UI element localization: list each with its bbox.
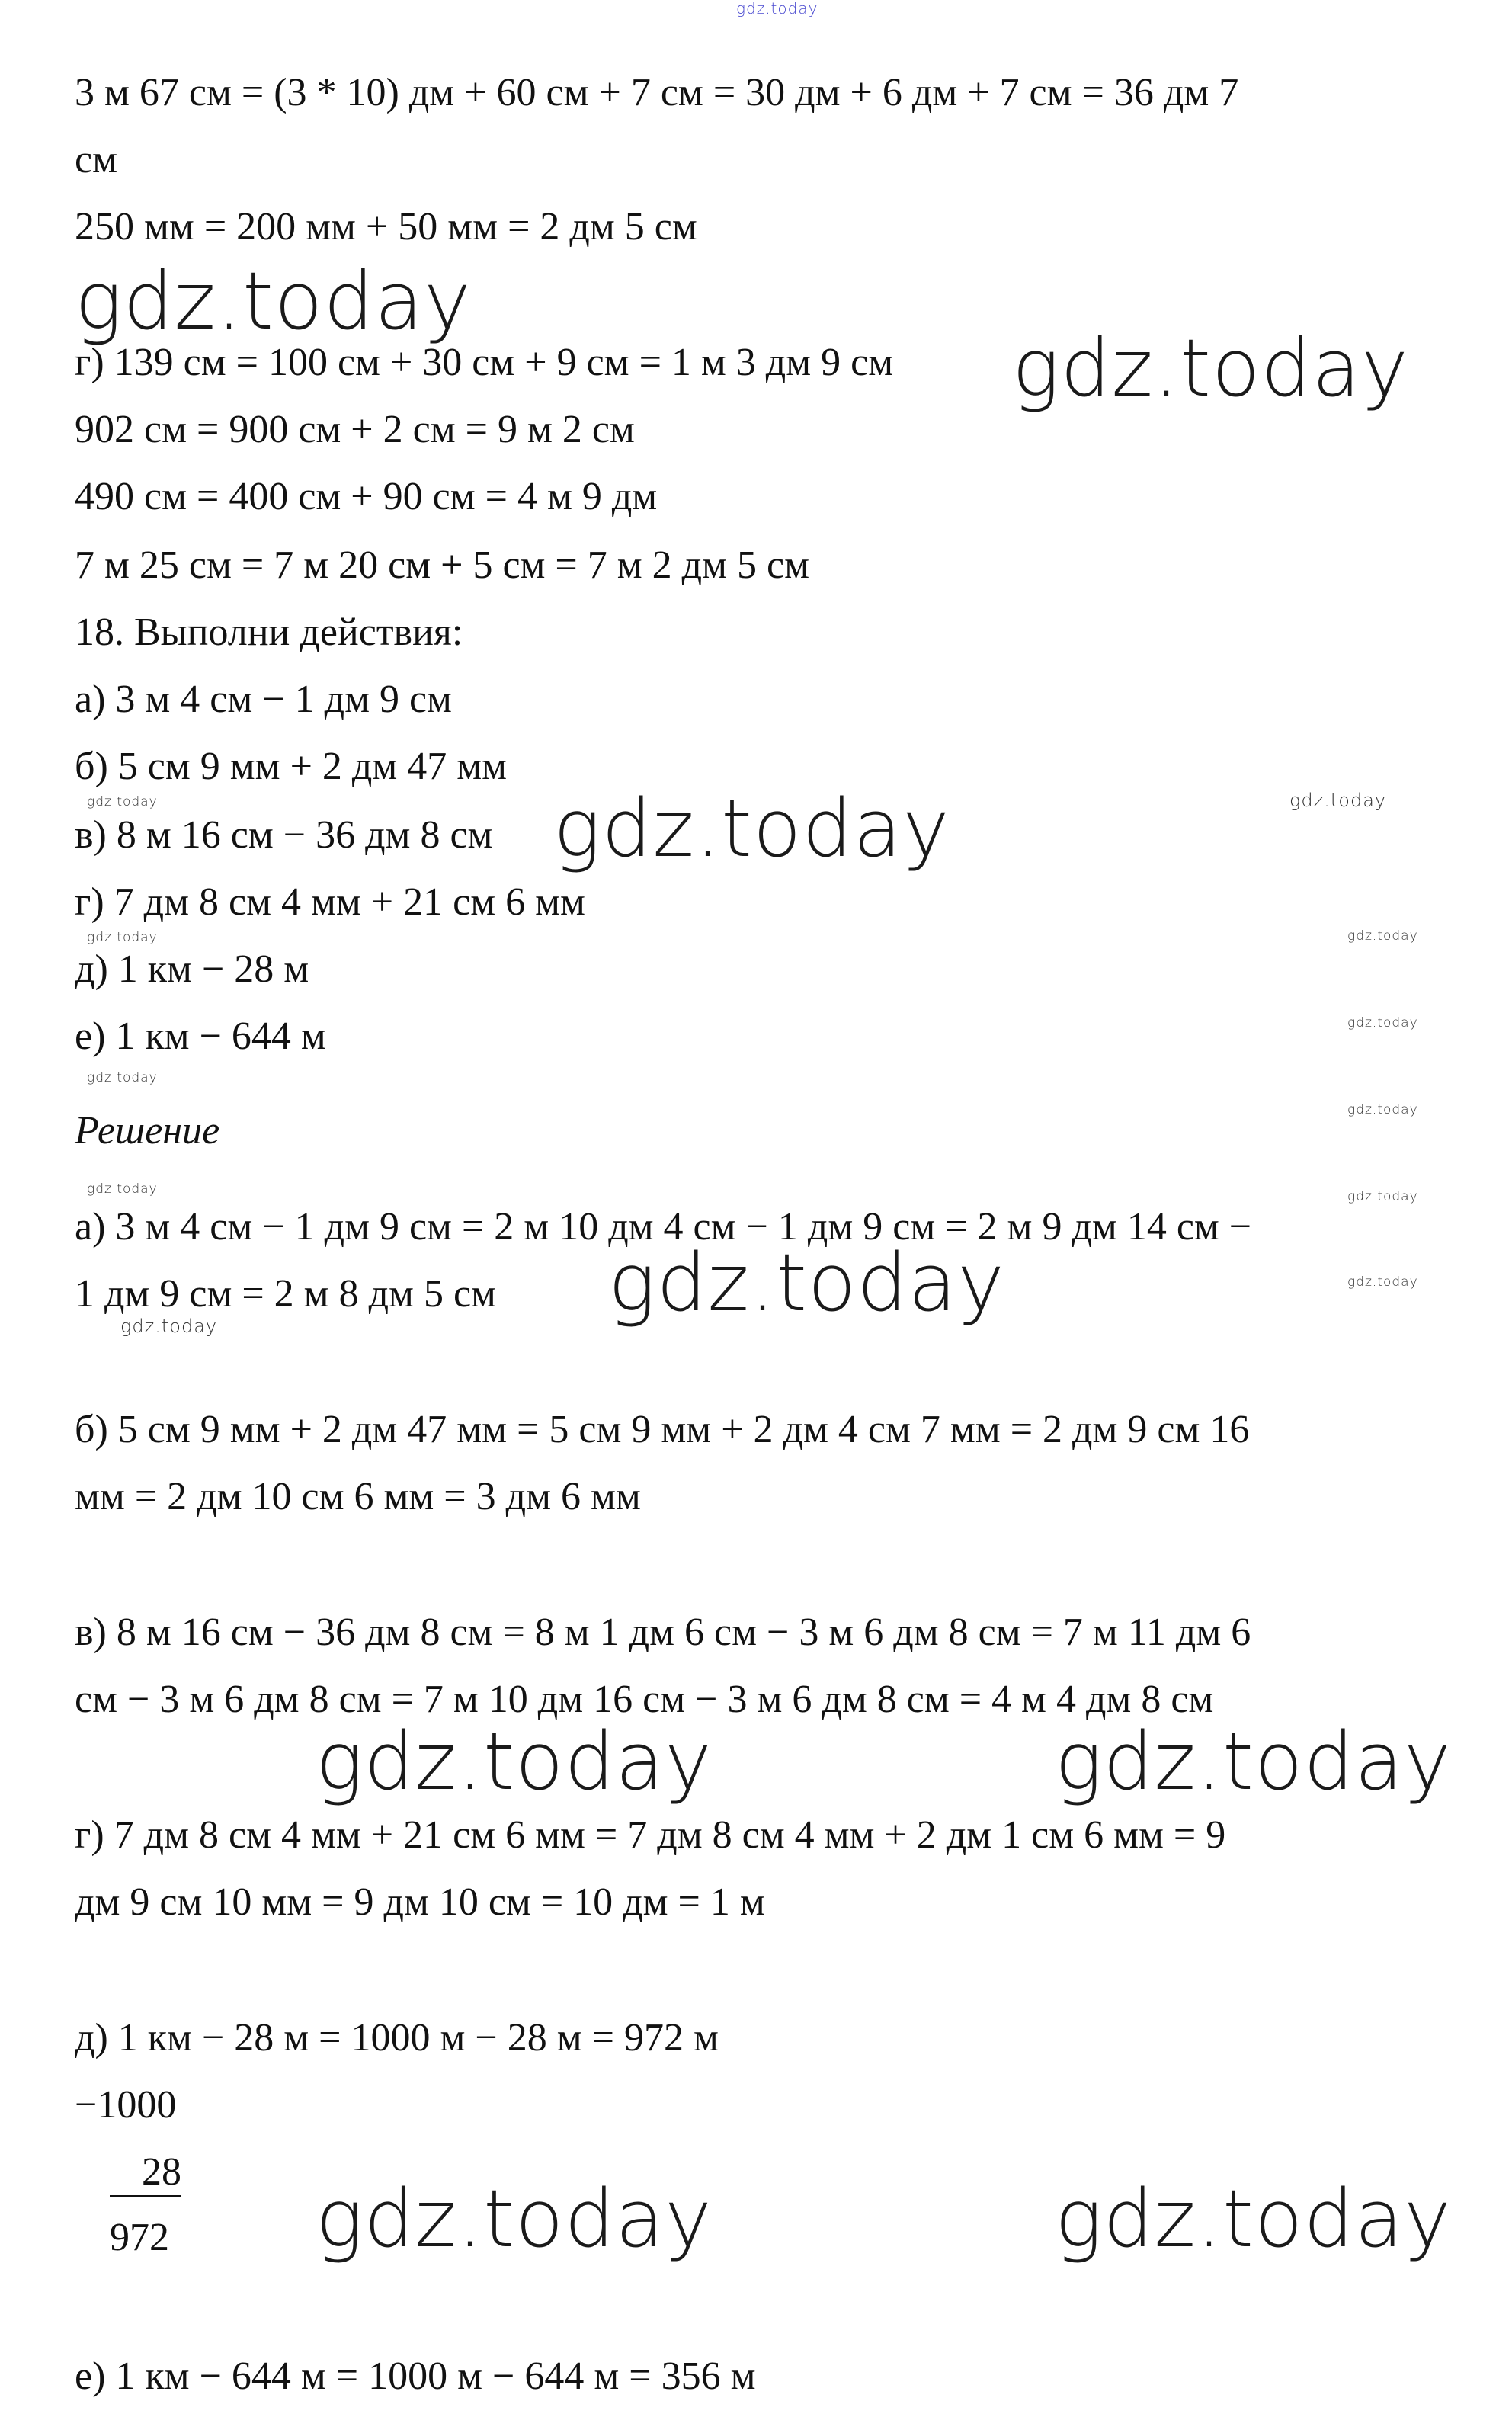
watermark-small: gdz.today — [1347, 928, 1418, 944]
text-line: 250 мм = 200 мм + 50 мм = 2 дм 5 см — [75, 205, 697, 248]
watermark-top: gdz.today — [736, 0, 818, 18]
watermark-small: gdz.today — [1347, 1274, 1418, 1290]
watermark: gdz.today — [75, 255, 472, 348]
column-subtrahend — [110, 2149, 181, 2195]
watermark: gdz.today — [1055, 1715, 1452, 1808]
watermark-small: gdz.today — [87, 1181, 158, 1197]
text-line: е) 1 км − 644 м — [75, 1015, 326, 1058]
section-heading: 18. Выполни действия: — [75, 611, 463, 654]
text-line: см − 3 м 6 дм 8 см = 7 м 10 дм 16 см − 3 м 6 дм 8 см = 4 м 4 дм 8 см — [75, 1678, 1214, 1721]
watermark: gdz.today — [316, 1715, 713, 1808]
text-line: 902 см = 900 см + 2 см = 9 м 2 см — [75, 408, 635, 451]
solution-heading: Решение — [75, 1109, 220, 1152]
watermark-small: gdz.today — [1347, 1015, 1418, 1031]
text-line: г) 7 дм 8 см 4 мм + 21 см 6 мм = 7 дм 8 см 4 мм + 2 дм 1 см 6 мм = 9 — [75, 1813, 1226, 1857]
text-line: д) 1 км − 28 м = 1000 м − 28 м = 972 м — [75, 2016, 719, 2060]
text-line: мм = 2 дм 10 см 6 мм = 3 дм 6 мм — [75, 1475, 641, 1518]
text-line: 1 дм 9 см = 2 м 8 дм 5 см — [75, 1272, 496, 1316]
text-line: д) 1 км − 28 м — [75, 947, 309, 991]
column-difference: 972 — [110, 2216, 169, 2259]
watermark-small: gdz.today — [1347, 1102, 1418, 1117]
watermark-small: gdz.today — [87, 1070, 158, 1085]
text-line: 490 см = 400 см + 90 см = 4 м 9 дм — [75, 475, 658, 518]
watermark: gdz.today — [1055, 2172, 1452, 2265]
text-line: г) 139 см = 100 см + 30 см + 9 см = 1 м 3 дм 9 см — [75, 341, 894, 384]
column-subtrahend-value: 28 — [110, 2150, 181, 2197]
watermark-small: gdz.today — [1289, 790, 1387, 811]
text-line: б) 5 см 9 мм + 2 дм 47 мм — [75, 745, 508, 788]
column-minuend: −1000 — [75, 2083, 177, 2127]
text-line: дм 9 см 10 мм = 9 дм 10 см = 10 дм = 1 м — [75, 1880, 765, 1924]
text-line: а) 3 м 4 см − 1 дм 9 см = 2 м 10 дм 4 см − 1 дм 9 см = 2 м 9 дм 14 см − — [75, 1205, 1252, 1249]
watermark: gdz.today — [608, 1236, 1005, 1329]
watermark-small: gdz.today — [1347, 1189, 1418, 1204]
watermark-small: gdz.today — [120, 1316, 218, 1337]
text-line: см — [75, 138, 117, 181]
text-line: 7 м 25 см = 7 м 20 см + 5 см = 7 м 2 дм 5 см — [75, 543, 810, 587]
watermark-small: gdz.today — [87, 930, 158, 945]
watermark-small: gdz.today — [87, 794, 158, 809]
text-line: г) 7 дм 8 см 4 мм + 21 см 6 мм — [75, 880, 585, 924]
watermark: gdz.today — [316, 2172, 713, 2265]
text-line: 3 м 67 см = (3 * 10) дм + 60 см + 7 см = 30 дм + 6 дм + 7 см = 36 дм 7 — [75, 71, 1239, 114]
text-line: в) 8 м 16 см − 36 дм 8 см — [75, 813, 493, 857]
text-line: б) 5 см 9 мм + 2 дм 47 мм = 5 см 9 мм + 2 дм 4 см 7 мм = 2 дм 9 см 16 — [75, 1408, 1250, 1451]
watermark: gdz.today — [553, 782, 950, 875]
text-line: а) 3 м 4 см − 1 дм 9 см — [75, 678, 452, 721]
text-line: в) 8 м 16 см − 36 дм 8 см = 8 м 1 дм 6 см − 3 м 6 дм 8 см = 7 м 11 дм 6 — [75, 1611, 1251, 1654]
watermark: gdz.today — [1012, 322, 1409, 415]
text-line: е) 1 км − 644 м = 1000 м − 644 м = 356 м — [75, 2354, 756, 2398]
